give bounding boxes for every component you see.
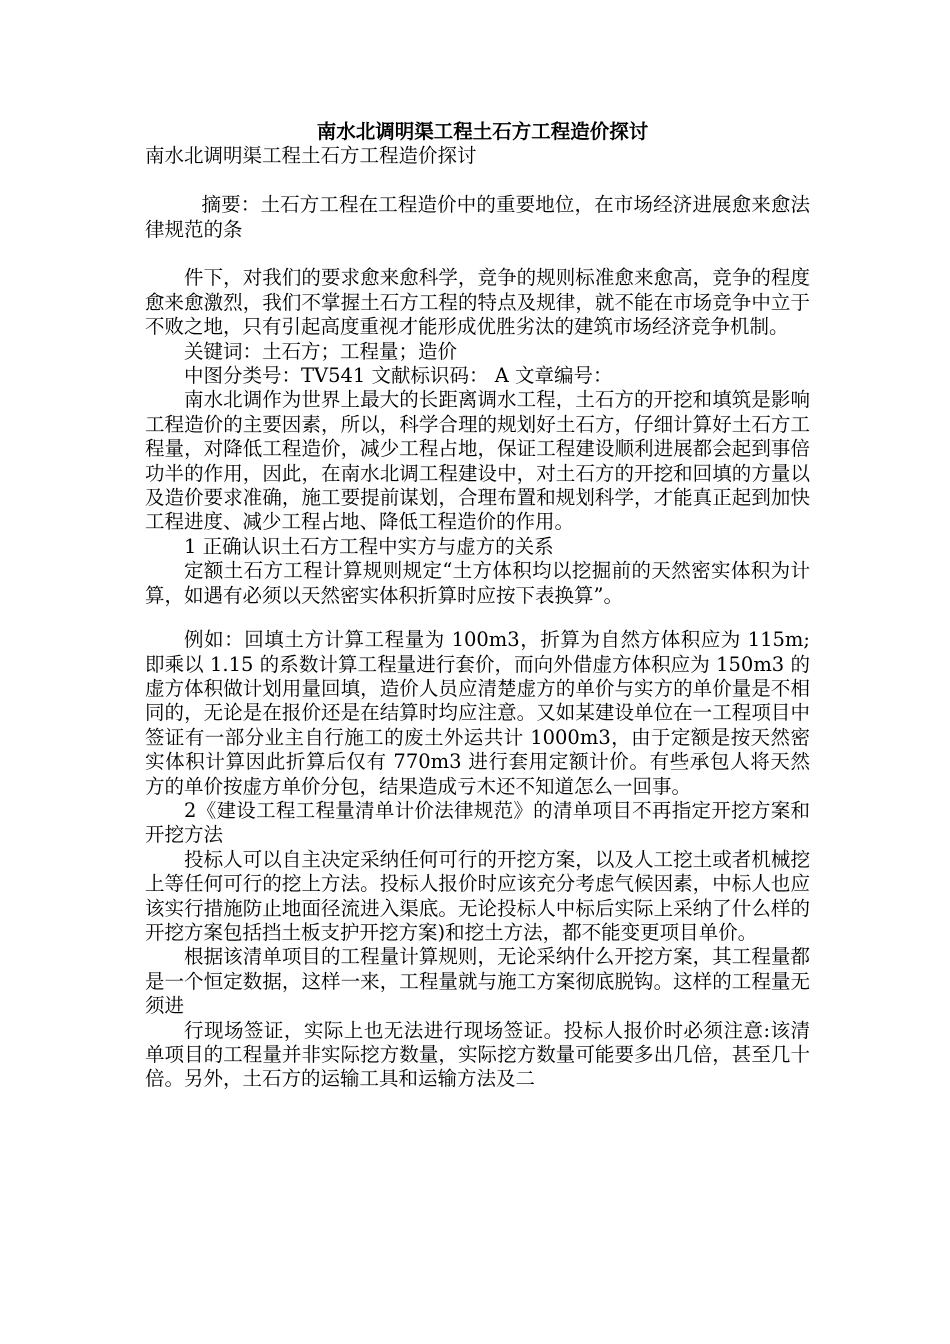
section-heading-1: 1 正确认识土石方工程中实方与虚方的关系 [184, 534, 554, 558]
body-paragraph-4: 例如：回填土方计算工程量为 100m3，折算为自然方体积应为 115m;即乘以 1.15 的系数计算工程量进行套价，而向外借虚方体积应为 150m3 的虚方体积做计划用量回填，造价人员应清楚虚方的单价与实方的单价量是不相同的，无论是在报价还是在结算时均应注意。又如某建设单位在一工程项目中签证有一部分业主自行施工的废土外运共计 1000m3，由于定额是按天然密实体积计算因此折算后仅有 770m3 进行套用定额计价。有些承包人将天然方的单价按虚方单价分包，结果造成亏木还不知道怎么一回事。 [145, 628, 810, 798]
body-paragraph-5: 投标人可以自主决定采纳任何可行的开挖方案，以及人工挖土或者机械挖上等任何可行的挖上方法。投标人报价时应该充分考虑气候因素，中标人也应该实行措施防止地面径流进入渠底。无论投标人中标后实际上采纳了什么样的开挖方案包括挡土板支护开挖方案)和挖土方法，都不能变更项目单价。 [145, 847, 810, 944]
body-paragraph-7: 行现场签证，实际上也无法进行现场签证。投标人报价时必须注意:该清单项目的工程量并非实际挖方数量，实际挖方数量可能要多出几倍，甚至几十倍。另外，土石方的运输工具和运输方法及二 [145, 1018, 810, 1091]
document-title: 南水北调明渠工程土石方工程造价探讨 [316, 120, 649, 143]
keywords-line: 关键词：土石方；工程量；造价 [184, 339, 458, 363]
document-subtitle: 南水北调明渠工程土石方工程造价探讨 [145, 144, 477, 168]
body-paragraph-2: 南水北调作为世界上最大的长距离调水工程，土石方的开挖和填筑是影响工程造价的主要因素，所以，科学合理的规划好土石方，仔细计算好土石方工程量，对降低工程造价，减少工程占地，保证工程建设顺利进展都会起到事倍功半的作用，因此，在南水北调工程建设中，对土石方的开挖和回填的方量以及造价要求准确，施工要提前谋划，合理布置和规划科学，才能真正起到加快工程进度、减少工程占地、降低工程造价的作用。 [145, 388, 810, 534]
classification-line: 中图分类号：TV541 文献标识码： A 文章编号： [184, 364, 613, 388]
section-heading-2: 2《建设工程工程量清单计价法律规范》的清单项目不再指定开挖方案和开挖方法 [145, 798, 810, 847]
body-paragraph-3: 定额土石方工程计算规则规定“土方体积均以挖掘前的天然密实体积为计算，如遇有必须以天然密实体积折算时应按下表换算”。 [145, 559, 810, 607]
abstract-paragraph: 摘要：土石方工程在工程造价中的重要地位，在市场经济进展愈来愈法律规范的条 [145, 193, 810, 241]
body-paragraph-6: 根据该清单项目的工程量计算规则，无论采纳什么开挖方案，其工程量都是一个恒定数据，这样一来，工程量就与施工方案彻底脱钩。这样的工程量无须进 [145, 945, 810, 1018]
body-paragraph-1: 件下，对我们的要求愈来愈科学，竞争的规则标准愈来愈高，竞争的程度愈来愈激烈，我们不掌握土石方工程的特点及规律，就不能在市场竞争中立于不败之地，只有引起高度重视才能形成优胜劣汰的建筑市场经济竞争机制。 [145, 266, 810, 339]
document-body [145, 120, 810, 1092]
